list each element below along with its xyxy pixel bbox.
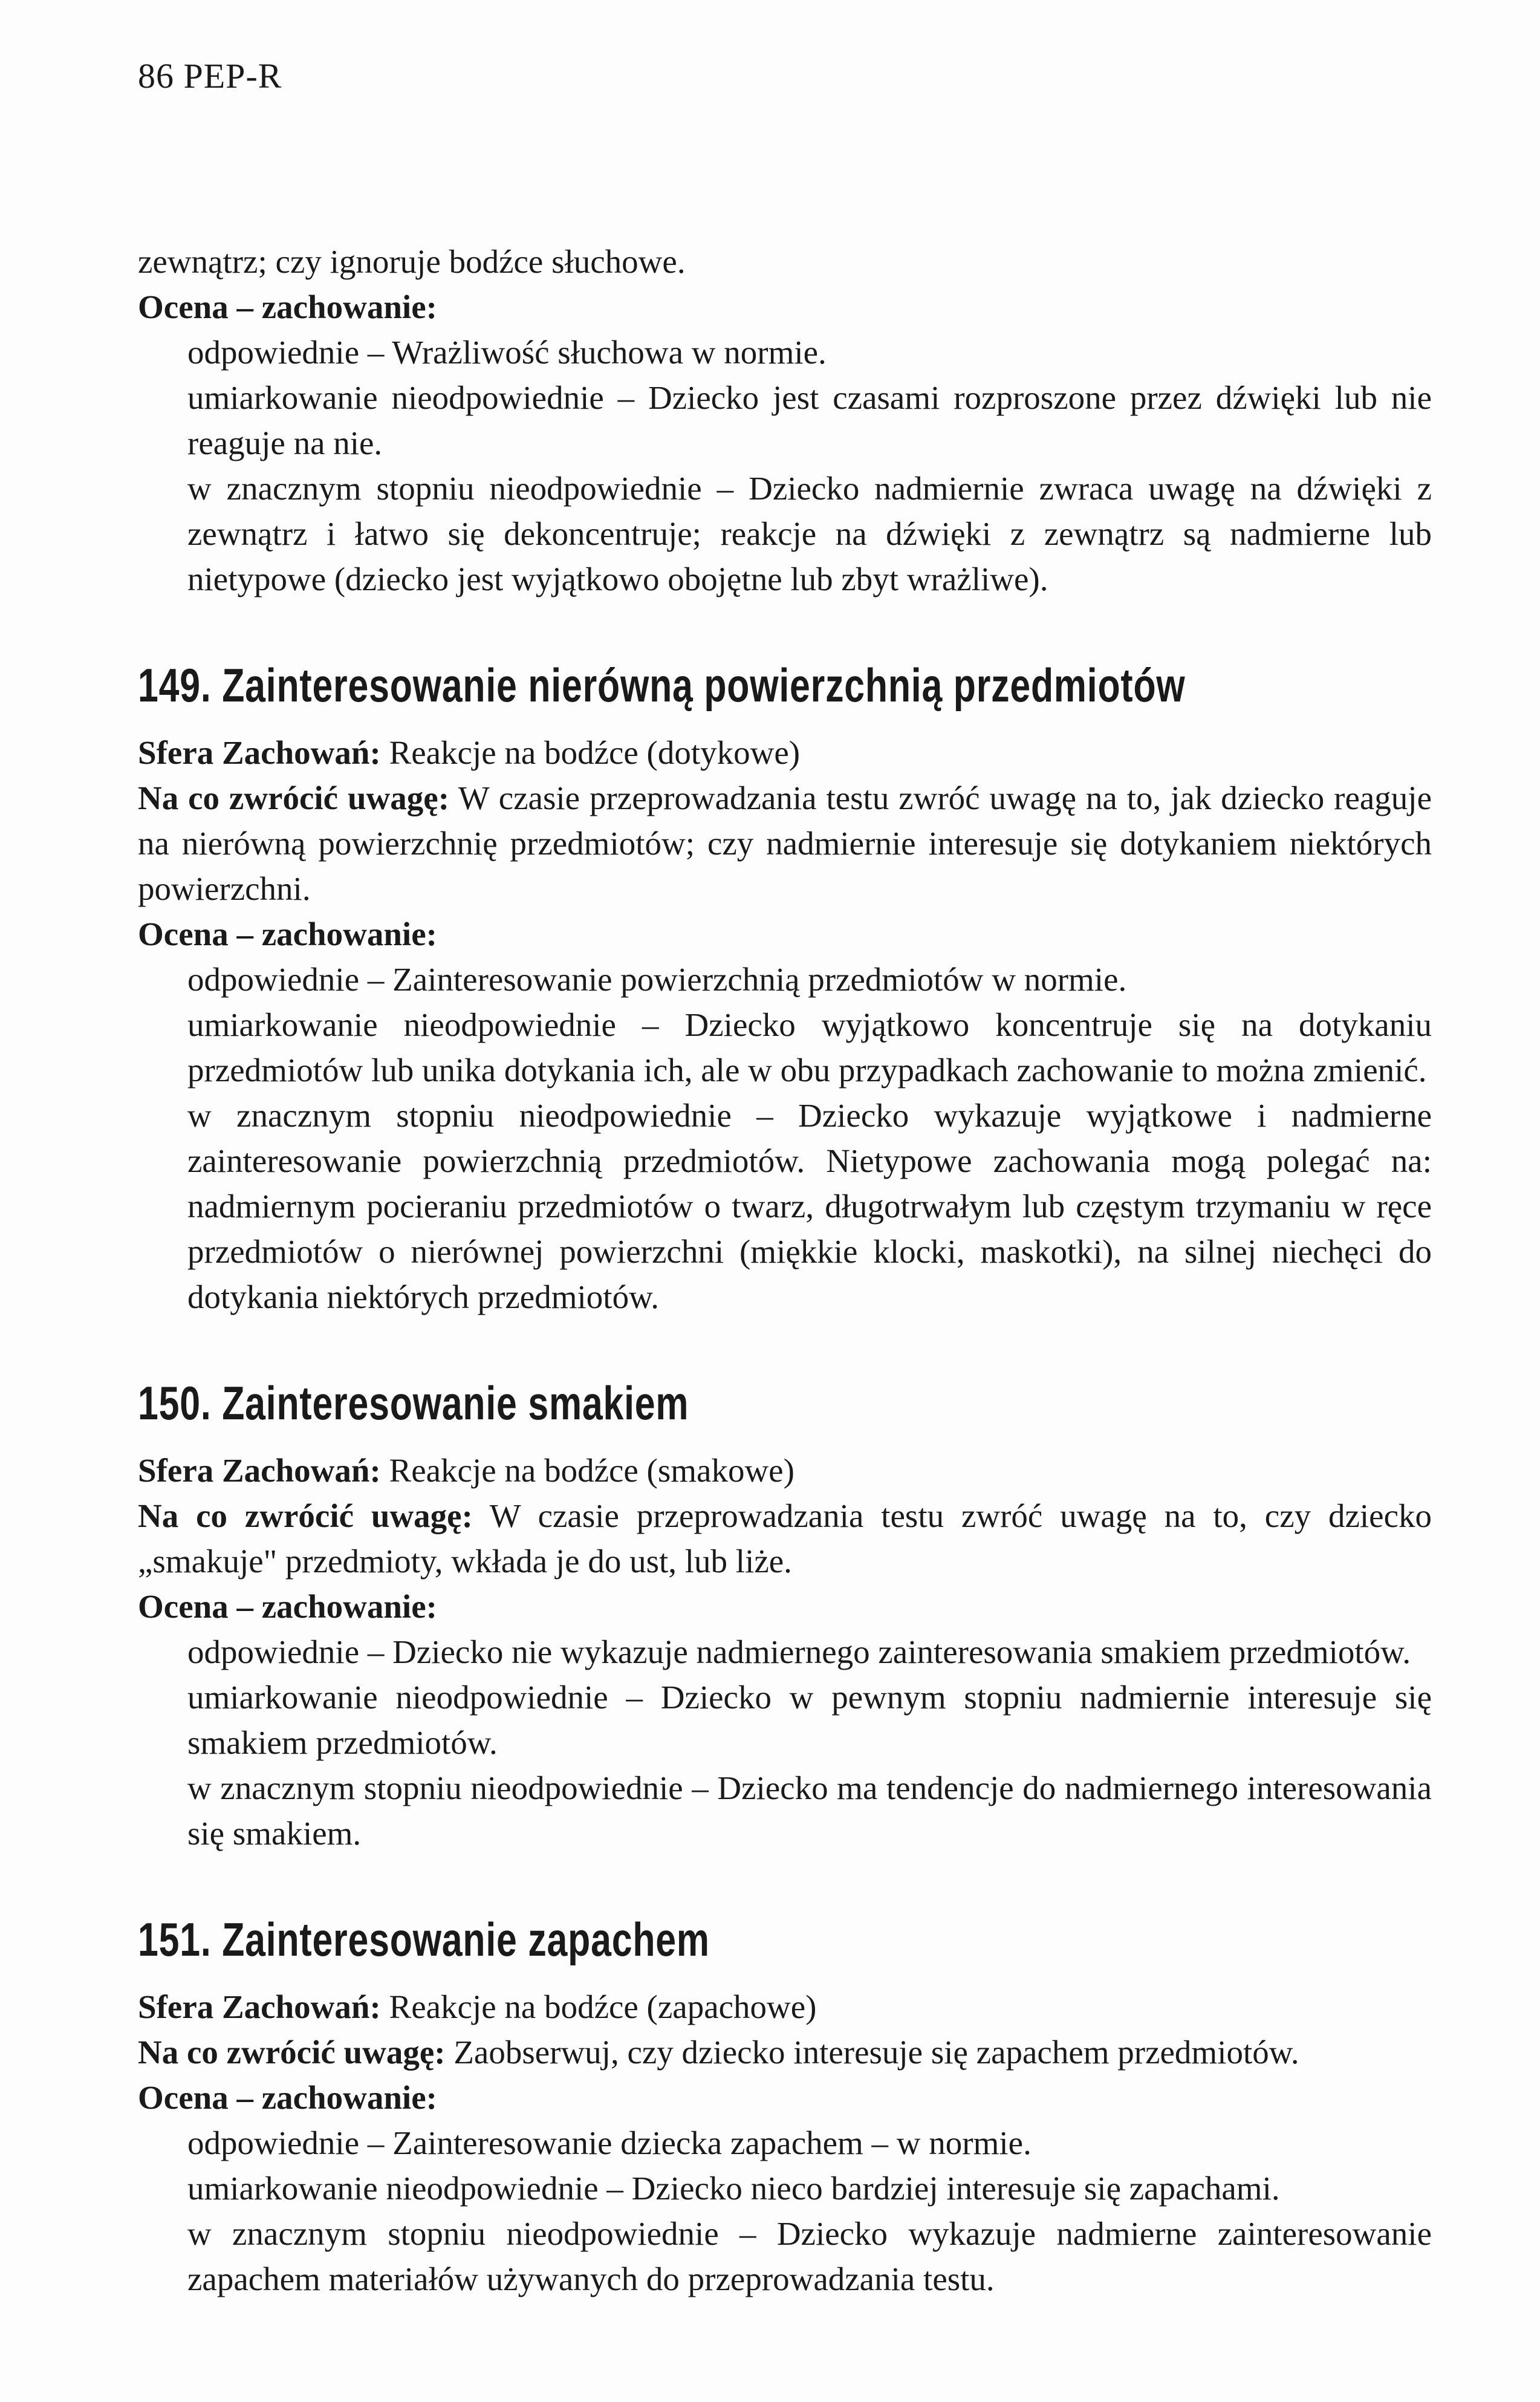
sphere-label: Sfera Zachowań:	[138, 1988, 381, 2025]
section-150-rating-mild: umiarkowanie nieodpowiednie – Dziecko w pewnym stopniu nadmiernie interesuje się smakiem przedmiotów.	[187, 1679, 1432, 1761]
section-149-rating-mild: umiarkowanie nieodpowiednie – Dziecko wyjątkowo koncentruje się na dotykaniu przedmiotów lub unika dotykania ich, ale w obu przypadkach zachowanie to można zmienić.	[187, 1006, 1432, 1089]
sphere-value: Reakcje na bodźce (zapachowe)	[389, 1988, 817, 2025]
page-body	[138, 239, 1432, 2302]
section-151-rating-severe: w znacznym stopniu nieodpowiednie – Dziecko wykazuje nadmierne zainteresowanie zapachem materiałów używanych do przeprowadzania testu.	[187, 2215, 1432, 2297]
section-150-attention	[138, 1493, 1432, 1584]
section-151-attention	[138, 2029, 1432, 2075]
section-150-sphere	[138, 1448, 1432, 1493]
section-149-rating-appropriate: odpowiednie – Zainteresowanie powierzchnią przedmiotów w normie.	[187, 961, 1127, 998]
sphere-label: Sfera Zachowań:	[138, 734, 381, 771]
intro-rating-severe: w znacznym stopniu nieodpowiednie – Dziecko nadmiernie zwraca uwagę na dźwięki z zewnątrz i łatwo się dekoncentruje; reakcje na dźwięki z zewnątrz są nadmierne lub nietypowe (dziecko jest wyjątkowo obojętne lub zbyt wrażliwe).	[187, 470, 1432, 597]
section-151-sphere	[138, 1984, 1432, 2029]
attention-value: Zaobserwuj, czy dziecko interesuje się zapachem przedmiotów.	[453, 2034, 1299, 2071]
intro-rating-label: Ocena – zachowanie:	[138, 288, 437, 325]
section-149-rating-label: Ocena – zachowanie:	[138, 916, 437, 952]
section-151-rating-label: Ocena – zachowanie:	[138, 2079, 437, 2116]
intro-rating-mild: umiarkowanie nieodpowiednie – Dziecko jest czasami rozproszone przez dźwięki lub nie reaguje na nie.	[187, 379, 1432, 461]
section-150-title: 150. Zainteresowanie smakiem	[138, 1376, 689, 1430]
section-149-rating-severe: w znacznym stopniu nieodpowiednie – Dziecko wykazuje wyjątkowe i nadmierne zainteresowanie powierzchnią przedmiotów. Nietypowe zachowania mogą polegać na: nadmiernym pocieraniu przedmiotów o twarz, długotrwałym lub częstym trzymaniu w ręce przedmiotów o nierównej powierzchni (miękkie klocki, maskotki), na silnej niechęci do dotykania niektórych przedmiotów.	[187, 1097, 1432, 1315]
section-149-title: 149. Zainteresowanie nierówną powierzchnią przedmiotów	[138, 659, 1186, 712]
sphere-value: Reakcje na bodźce (smakowe)	[389, 1452, 794, 1489]
page-number: 86	[138, 56, 174, 96]
section-149-attention	[138, 775, 1432, 911]
intro-continuation: zewnątrz; czy ignoruje bodźce słuchowe.	[138, 243, 686, 280]
section-150-rating-label: Ocena – zachowanie:	[138, 1588, 437, 1625]
page-header	[138, 56, 282, 96]
sphere-value: Reakcje na bodźce (dotykowe)	[389, 734, 801, 771]
section-151-rating-mild: umiarkowanie nieodpowiednie – Dziecko nieco bardziej interesuje się zapachami.	[187, 2170, 1280, 2207]
running-title: PEP-R	[183, 56, 282, 96]
attention-value: W czasie przeprowadzania testu zwróć uwagę na to, czy dziecko „smakuje" przedmioty, wkłada je do ust, lub liże.	[138, 1497, 1432, 1580]
section-151-rating-appropriate: odpowiednie – Zainteresowanie dziecka zapachem – w normie.	[187, 2124, 1032, 2161]
section-150-rating-severe: w znacznym stopniu nieodpowiednie – Dziecko ma tendencje do nadmiernego interesowania się smakiem.	[187, 1769, 1432, 1852]
attention-value: W czasie przeprowadzania testu zwróć uwagę na to, jak dziecko reaguje na nierówną powierzchnię przedmiotów; czy nadmiernie interesuje się dotykaniem niektórych powierzchni.	[138, 780, 1432, 907]
attention-label: Na co zwrócić uwagę:	[138, 1497, 473, 1534]
sphere-label: Sfera Zachowań:	[138, 1452, 381, 1489]
section-150-rating-appropriate: odpowiednie – Dziecko nie wykazuje nadmiernego zainteresowania smakiem przedmiotów.	[187, 1633, 1411, 1670]
section-149-sphere	[138, 730, 1432, 775]
intro-rating-appropriate: odpowiednie – Wrażliwość słuchowa w normie.	[187, 334, 827, 371]
attention-label: Na co zwrócić uwagę:	[138, 2034, 446, 2071]
attention-label: Na co zwrócić uwagę:	[138, 780, 450, 816]
section-151-title: 151. Zainteresowanie zapachem	[138, 1913, 710, 1966]
